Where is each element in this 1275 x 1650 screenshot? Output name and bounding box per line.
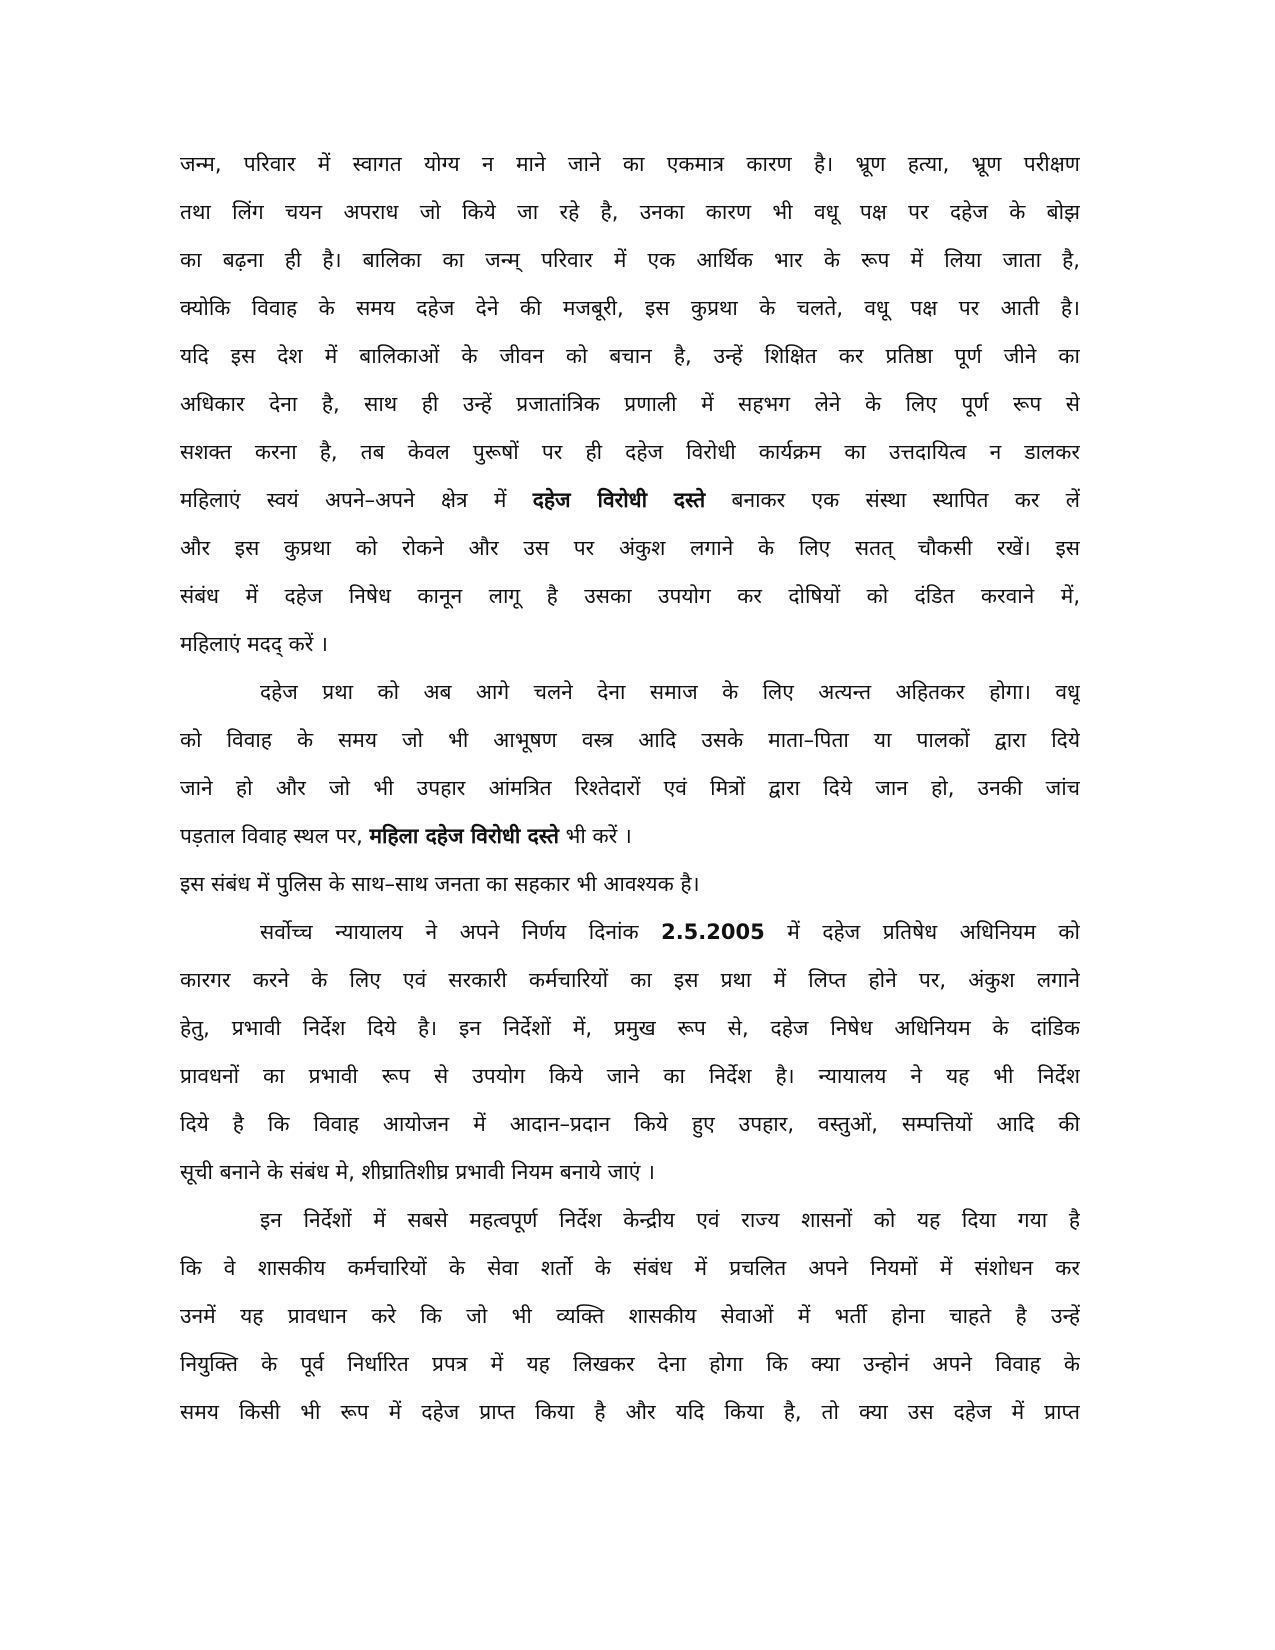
- text-segment: पड़ताल विवाह स्थल पर,: [180, 824, 370, 848]
- text-line: [180, 428, 1080, 476]
- text-line: [180, 284, 1080, 332]
- text-line: [180, 1244, 1080, 1292]
- text-line: [180, 860, 1080, 908]
- text-line: [180, 476, 1080, 524]
- text-line: [180, 1340, 1080, 1388]
- text-segment: दिये है कि विवाह आयोजन में आदान–प्रदान किये हुए उपहार, वस्तुओं, सम्पत्तियों आदि की: [180, 1112, 1080, 1136]
- text-line: [180, 332, 1080, 380]
- text-segment: में दहेज प्रतिषेध अधिनियम को: [764, 920, 1080, 944]
- text-segment: सर्वोच्च न्यायालय ने अपने निर्णय दिनांक: [260, 920, 662, 944]
- text-line: [180, 140, 1080, 188]
- text-segment: प्रावधनों का प्रभावी रूप से उपयोग किये जाने का निर्देश है। न्यायालय ने यह भी निर्देश: [180, 1064, 1080, 1088]
- text-line: [180, 764, 1080, 812]
- text-line: [180, 188, 1080, 236]
- text-line: [180, 620, 1080, 668]
- text-line: [180, 716, 1080, 764]
- text-line: [180, 1100, 1080, 1148]
- text-segment: दहेज प्रथा को अब आगे चलने देना समाज के लिए अत्यन्त अहितकर होगा। वधू: [260, 680, 1080, 704]
- text-line: [180, 1196, 1080, 1244]
- text-segment: महिलाएं स्वयं अपने–अपने क्षेत्र में: [180, 488, 533, 512]
- text-line: [180, 956, 1080, 1004]
- text-segment: और इस कुप्रथा को रोकने और उस पर अंकुश लगाने के लिए सतत् चौकसी रखें। इस: [180, 536, 1080, 560]
- text-line: [180, 908, 1080, 956]
- text-segment: यदि इस देश में बालिकाओं के जीवन को बचान है, उन्हें शिक्षित कर प्रतिष्ठा पूर्ण जीने का: [180, 344, 1080, 368]
- text-segment: का बढ़ना ही है। बालिका का जन्म् परिवार में एक आर्थिक भार के रूप में लिया जाता है,: [180, 248, 1080, 272]
- text-segment: सूची बनाने के संबंध मे, शीघ्रातिशीघ्र प्रभावी नियम बनाये जाएं ।: [180, 1160, 655, 1184]
- text-segment: समय किसी भी रूप में दहेज प्राप्त किया है और यदि किया है, तो क्या उस दहेज में प्राप्त: [180, 1400, 1080, 1424]
- bold-text-segment: 2.5.2005: [661, 920, 765, 944]
- text-line: [180, 668, 1080, 716]
- document-page: [180, 140, 1080, 1480]
- bold-text-segment: दहेज विरोधी दस्ते: [532, 488, 706, 512]
- text-segment: कारगर करने के लिए एवं सरकारी कर्मचारियों का इस प्रथा में लिप्त होने पर, अंकुश लगाने: [180, 968, 1080, 992]
- text-segment: महिलाएं मदद् करें ।: [180, 632, 328, 656]
- text-segment: तथा लिंग चयन अपराध जो किये जा रहे है, उनका कारण भी वधू पक्ष पर दहेज के बोझ: [180, 200, 1080, 224]
- text-segment: इस संबंध में पुलिस के साथ–साथ जनता का सहकार भी आवश्यक है।: [180, 872, 700, 896]
- text-segment: जाने हो और जो भी उपहार आंमत्रित रिश्तेदारों एवं मित्रों द्वारा दिये जान हो, उनकी जांच: [180, 776, 1080, 800]
- text-segment: इन निर्देशों में सबसे महत्वपूर्ण निर्देश केन्द्रीय एवं राज्य शासनों को यह दिया गया है: [260, 1208, 1080, 1232]
- text-segment: कि वे शासकीय कर्मचारियों के सेवा शर्तो के संबंध में प्रचलित अपने नियमों में संशोधन कर: [180, 1256, 1080, 1280]
- text-segment: को विवाह के समय जो भी आभूषण वस्त्र आदि उसके माता–पिता या पालकों द्वारा दिये: [180, 728, 1080, 752]
- text-segment: हेतु, प्रभावी निर्देश दिये है। इन निर्देशों में, प्रमुख रूप से, दहेज निषेध अधिनियम के दांडिक: [180, 1016, 1080, 1040]
- text-line: [180, 812, 1080, 860]
- text-segment: नियुक्ति के पूर्व निर्धारित प्रपत्र में यह लिखकर देना होगा कि क्या उन्होनं अपने विवाह के: [180, 1352, 1080, 1376]
- text-segment: उनमें यह प्रावधान करे कि जो भी व्यक्ति शासकीय सेवाओं में भर्ती होना चाहते है उन्हें: [180, 1304, 1080, 1328]
- text-line: [180, 524, 1080, 572]
- text-line: [180, 236, 1080, 284]
- text-line: [180, 1148, 1080, 1196]
- text-segment: बनाकर एक संस्था स्थापित कर लें: [705, 488, 1080, 512]
- text-line: [180, 572, 1080, 620]
- text-line: [180, 1004, 1080, 1052]
- text-line: [180, 1292, 1080, 1340]
- text-line: [180, 1388, 1080, 1436]
- text-segment: भी करें ।: [558, 824, 632, 848]
- text-segment: अधिकार देना है, साथ ही उन्हें प्रजातांत्रिक प्रणाली में सहभग लेने के लिए पूर्ण रूप से: [180, 392, 1080, 416]
- text-line: [180, 380, 1080, 428]
- text-segment: सशक्त करना है, तब केवल पुरूषों पर ही दहेज विरोधी कार्यक्रम का उत्तदायित्व न डालकर: [180, 440, 1080, 464]
- bold-text-segment: महिला दहेज विरोधी दस्ते: [369, 824, 559, 848]
- text-segment: जन्म, परिवार में स्वागत योग्य न माने जाने का एकमात्र कारण है। भ्रूण हत्या, भ्रूण परीक्षण: [180, 152, 1080, 176]
- text-segment: संबंध में दहेज निषेध कानून लागू है उसका उपयोग कर दोषियों को दंडित करवाने में,: [180, 584, 1080, 608]
- text-line: [180, 1052, 1080, 1100]
- text-segment: क्योकि विवाह के समय दहेज देने की मजबूरी, इस कुप्रथा के चलते, वधू पक्ष पर आती है।: [180, 296, 1080, 320]
